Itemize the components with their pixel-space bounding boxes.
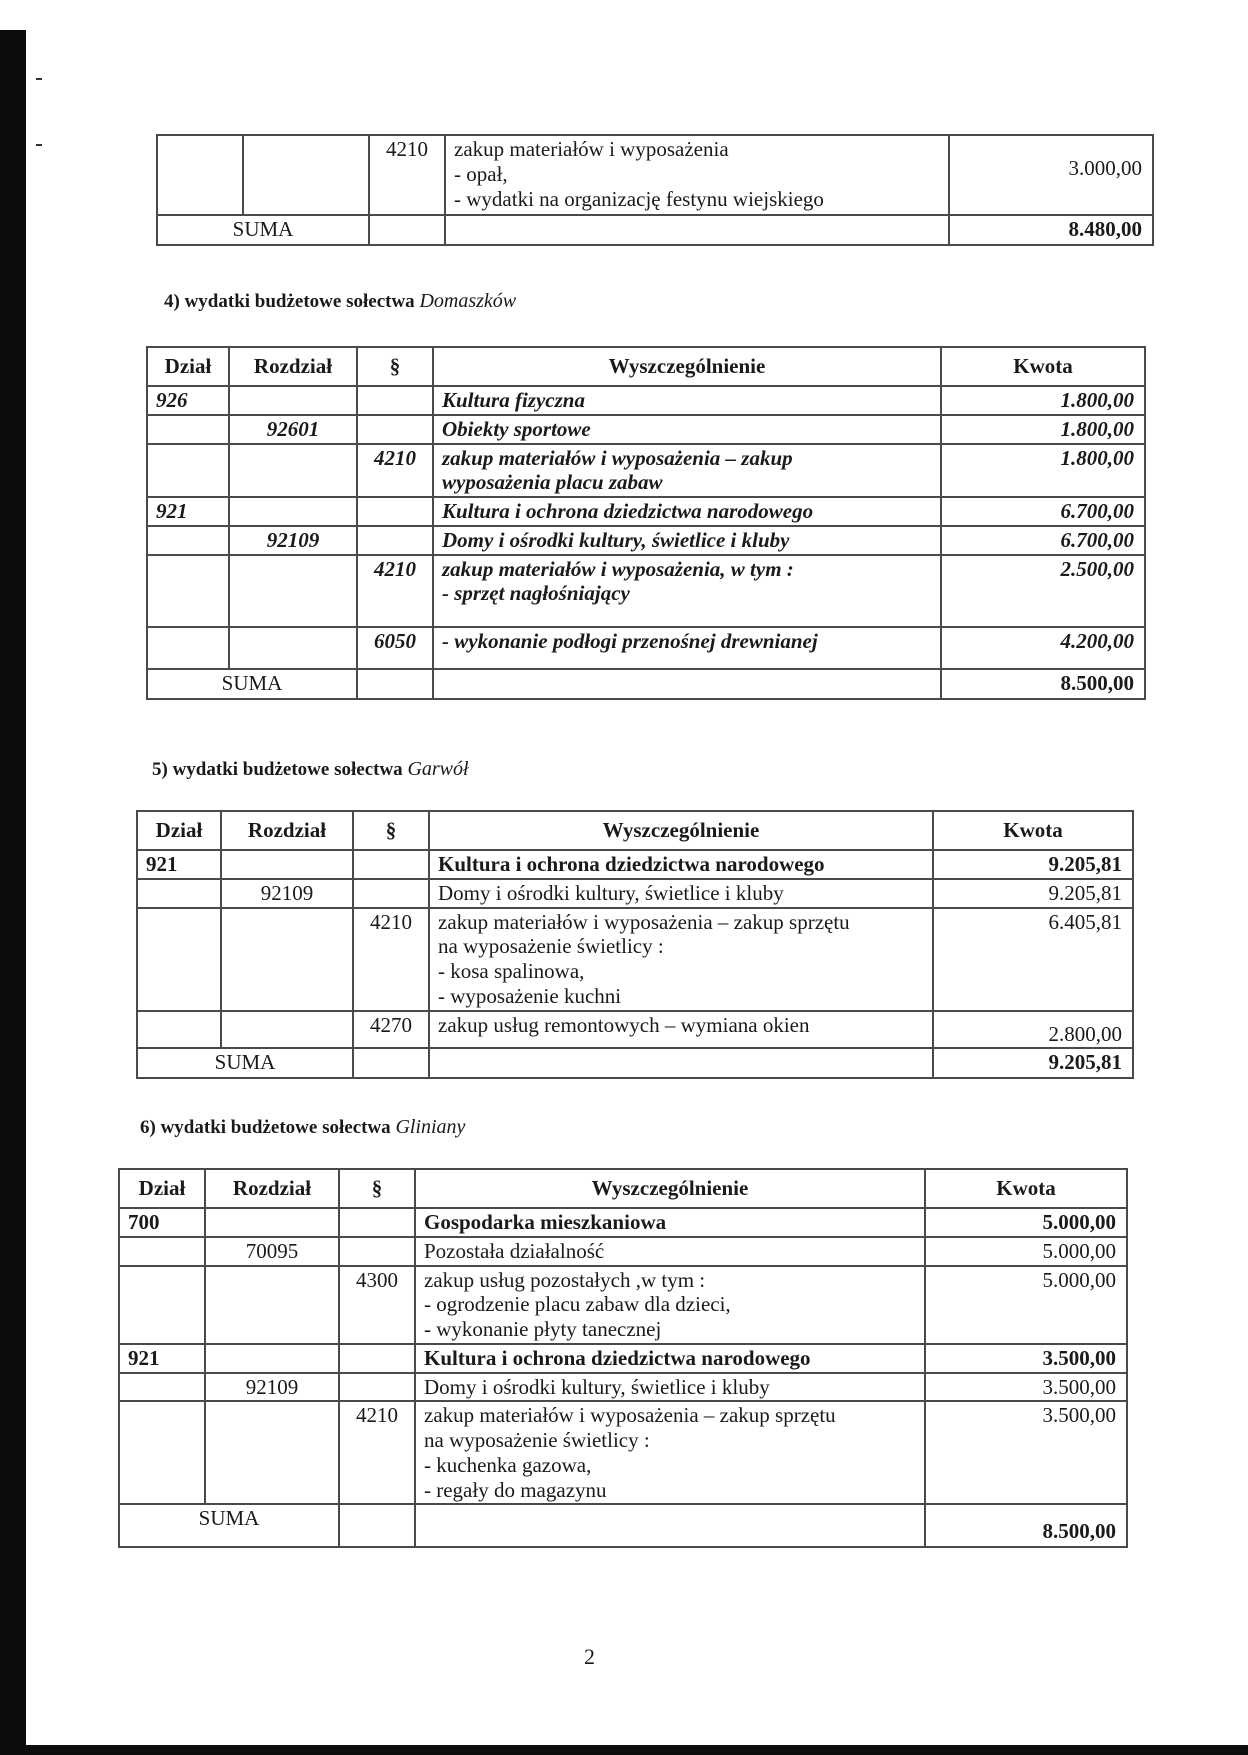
cell-description	[433, 555, 941, 627]
cell-description: Pozostała działalność	[415, 1237, 925, 1266]
header-paragraph: §	[357, 347, 433, 386]
desc-line: wyposażenia placu zabaw	[442, 470, 663, 495]
header-paragraph: §	[353, 811, 429, 850]
cell-description: Kultura i ochrona dziedzictwa narodowego	[415, 1344, 925, 1373]
section-caption	[164, 290, 516, 313]
cell-amount: 6.405,81	[933, 908, 1133, 1011]
scan-speck	[36, 78, 42, 80]
caption-text: 6) wydatki budżetowe sołectwa	[140, 1117, 391, 1138]
cell-paragraph: 4210	[357, 555, 433, 627]
sum-label: SUMA	[157, 215, 369, 245]
cell-dzial: 926	[147, 386, 229, 415]
cell-dzial: 921	[147, 497, 229, 526]
cell-description	[415, 1266, 925, 1344]
header-dzial: Dział	[147, 347, 229, 386]
caption-place: Garwół	[407, 758, 469, 780]
scan-speck	[36, 144, 42, 146]
header-dzial: Dział	[119, 1169, 205, 1208]
header-rozdzial: Rozdział	[221, 811, 353, 850]
desc-line: zakup materiałów i wyposażenia – zakup sprzętu	[438, 909, 850, 934]
cell-description: Domy i ośrodki kultury, świetlice i kluby	[433, 526, 941, 555]
cell-description: Gospodarka mieszkaniowa	[415, 1208, 925, 1237]
cell-amount: 9.205,81	[933, 850, 1133, 879]
cell-amount: 3.500,00	[925, 1401, 1127, 1504]
cell-description: Kultura i ochrona dziedzictwa narodowego	[429, 850, 933, 879]
desc-line: - kosa spalinowa,	[438, 959, 585, 984]
cell-description: Obiekty sportowe	[433, 415, 941, 444]
cell-amount: 5.000,00	[925, 1237, 1127, 1266]
desc-line: - wyposażenie kuchni	[438, 983, 622, 1008]
header-rozdzial: Rozdział	[205, 1169, 339, 1208]
caption-place: Gliniany	[395, 1116, 466, 1138]
desc-line: - kuchenka gazowa,	[424, 1452, 592, 1477]
caption-text: 4) wydatki budżetowe sołectwa	[164, 291, 415, 312]
cell-paragraph: 4210	[369, 135, 445, 215]
header-description: Wyszczególnienie	[433, 347, 941, 386]
cell-amount: 6.700,00	[941, 526, 1145, 555]
cell-paragraph: 4210	[357, 444, 433, 498]
cell-description	[445, 135, 949, 215]
desc-line: - wydatki na organizację festynu wiejskiego	[454, 186, 824, 211]
cell-description: - wykonanie podłogi przenośnej drewnianej	[433, 627, 941, 669]
desc-line: - opał,	[454, 161, 508, 186]
desc-line: zakup materiałów i wyposażenia, w tym :	[442, 556, 794, 581]
header-amount: Kwota	[925, 1169, 1127, 1208]
header-dzial: Dział	[137, 811, 221, 850]
cell-description: zakup usług remontowych – wymiana okien	[429, 1011, 933, 1049]
cell-dzial	[157, 135, 243, 215]
cell-paragraph: 4270	[353, 1011, 429, 1049]
cell-dzial: 921	[137, 850, 221, 879]
cell-rozdzial: 70095	[205, 1237, 339, 1266]
cell-amount: 1.800,00	[941, 444, 1145, 498]
sum-value: 8.500,00	[925, 1504, 1127, 1547]
sum-label: SUMA	[119, 1504, 339, 1547]
cell-rozdzial: 92601	[229, 415, 357, 444]
cell-description: Domy i ośrodki kultury, świetlice i kluby	[429, 879, 933, 908]
cell-rozdzial	[243, 135, 369, 215]
desc-line: zakup usług pozostałych ,w tym :	[424, 1267, 706, 1292]
cell-rozdzial: 92109	[221, 879, 353, 908]
desc-line: - sprzęt nagłośniający	[442, 581, 630, 606]
cell-amount: 4.200,00	[941, 627, 1145, 669]
cell-description: Kultura i ochrona dziedzictwa narodowego	[433, 497, 941, 526]
cell-description	[429, 908, 933, 1011]
cell-description	[415, 1401, 925, 1504]
cell-paragraph: 6050	[357, 627, 433, 669]
cell-description: Domy i ośrodki kultury, świetlice i kluby	[415, 1373, 925, 1402]
desc-line: - ogrodzenie placu zabaw dla dzieci,	[424, 1292, 731, 1317]
table-continued	[156, 134, 1152, 246]
desc-line: zakup materiałów i wyposażenia – zakup sprzętu	[424, 1403, 836, 1428]
cell-paragraph: 4210	[353, 908, 429, 1011]
desc-line: - regały do magazynu	[424, 1477, 607, 1502]
header-paragraph: §	[339, 1169, 415, 1208]
scan-left-edge	[0, 30, 26, 1755]
table-domaszkow	[146, 346, 1144, 700]
sum-label: SUMA	[147, 669, 357, 699]
cell-amount: 5.000,00	[925, 1266, 1127, 1344]
section-caption	[152, 758, 469, 781]
cell-amount: 3.500,00	[925, 1373, 1127, 1402]
cell-amount: 2.500,00	[941, 555, 1145, 627]
cell-amount: 3.000,00	[949, 135, 1153, 215]
cell-amount: 2.800,00	[933, 1011, 1133, 1049]
caption-place: Domaszków	[419, 290, 517, 312]
sum-value: 8.480,00	[949, 215, 1153, 245]
cell-amount: 5.000,00	[925, 1208, 1127, 1237]
sum-value: 9.205,81	[933, 1048, 1133, 1078]
header-description: Wyszczególnienie	[429, 811, 933, 850]
cell-amount: 1.800,00	[941, 415, 1145, 444]
desc-line: - wykonanie płyty tanecznej	[424, 1317, 662, 1342]
sum-label: SUMA	[137, 1048, 353, 1078]
desc-line: zakup materiałów i wyposażenia	[454, 137, 729, 161]
cell-dzial: 921	[119, 1344, 205, 1373]
cell-rozdzial: 92109	[229, 526, 357, 555]
cell-amount: 3.500,00	[925, 1344, 1127, 1373]
header-amount: Kwota	[933, 811, 1133, 850]
header-rozdzial: Rozdział	[229, 347, 357, 386]
table-gliniany	[118, 1168, 1126, 1548]
cell-description: Kultura fizyczna	[433, 386, 941, 415]
cell-amount: 1.800,00	[941, 386, 1145, 415]
header-description: Wyszczególnienie	[415, 1169, 925, 1208]
cell-amount: 6.700,00	[941, 497, 1145, 526]
section-caption	[140, 1116, 465, 1139]
cell-amount: 9.205,81	[933, 879, 1133, 908]
cell-description	[433, 444, 941, 498]
desc-line: zakup materiałów i wyposażenia – zakup	[442, 445, 793, 470]
table-garwol	[136, 810, 1132, 1079]
sum-value: 8.500,00	[941, 669, 1145, 699]
caption-text: 5) wydatki budżetowe sołectwa	[152, 759, 403, 780]
scan-bottom-edge	[0, 1745, 1248, 1755]
cell-paragraph: 4210	[339, 1401, 415, 1504]
desc-line: na wyposażenie świetlicy :	[424, 1428, 650, 1453]
cell-rozdzial: 92109	[205, 1373, 339, 1402]
desc-line: na wyposażenie świetlicy :	[438, 934, 664, 959]
cell-dzial: 700	[119, 1208, 205, 1237]
page-number: 2	[584, 1644, 595, 1669]
cell-paragraph: 4300	[339, 1266, 415, 1344]
header-amount: Kwota	[941, 347, 1145, 386]
